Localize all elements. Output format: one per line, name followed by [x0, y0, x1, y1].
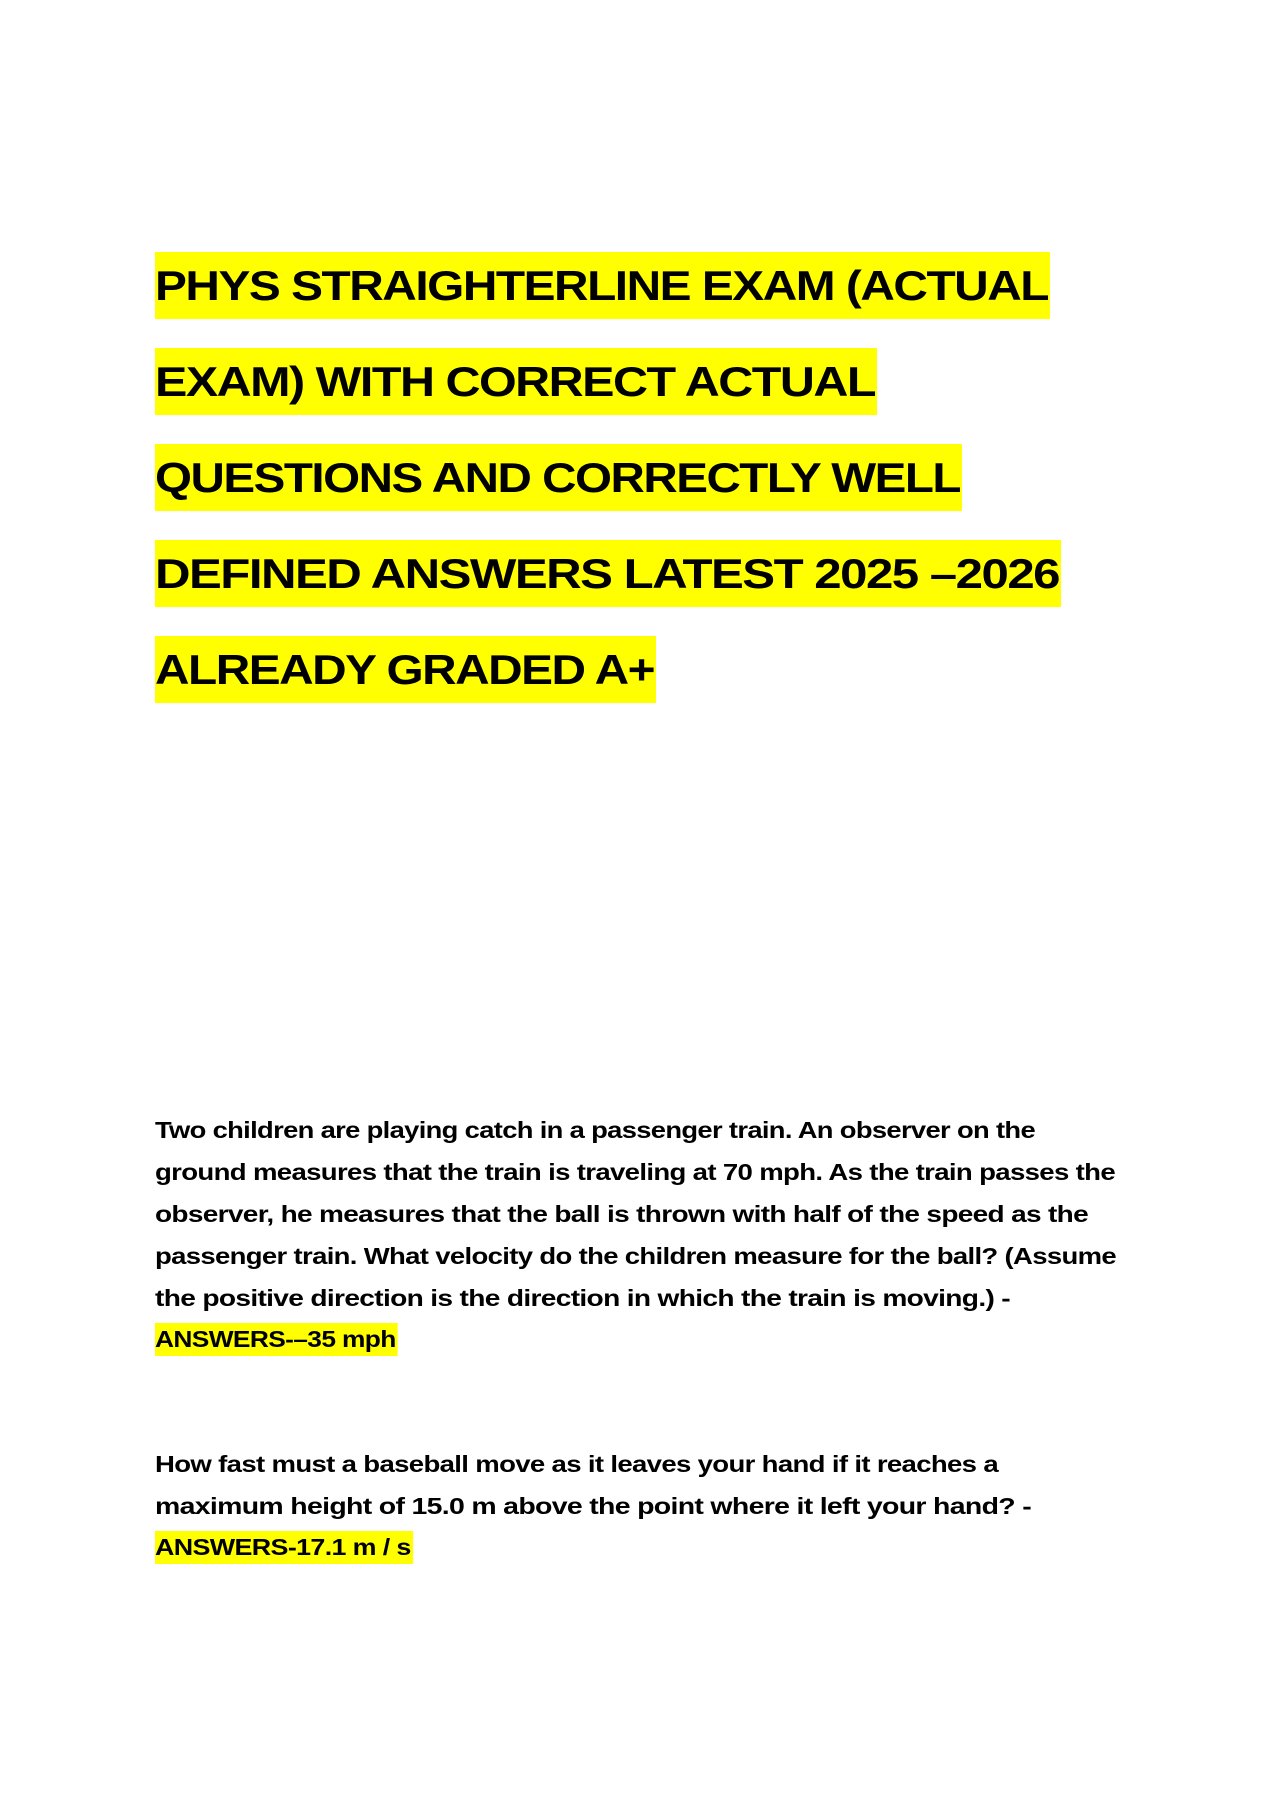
title-text-1: PHYS STRAIGHTERLINE EXAM (ACTUAL: [155, 262, 1048, 309]
title-text-3: QUESTIONS AND CORRECTLY WELL: [155, 454, 960, 501]
question-1-line-5: the positive direction is the direction in which the train is moving.) -: [155, 1285, 1010, 1311]
question-1-line-3: observer, he measures that the ball is thrown with half of the speed as the: [155, 1201, 1088, 1227]
title-text-2: EXAM) WITH CORRECT ACTUAL: [155, 358, 875, 405]
question-1-answer: ANSWERS-–35 mph: [155, 1323, 398, 1356]
title-text-5: ALREADY GRADED A+: [155, 646, 654, 693]
title-line-1: [155, 252, 1050, 319]
title-line-5: [155, 636, 656, 703]
title-line-4: [155, 540, 1061, 607]
question-1-line-4: passenger train. What velocity do the children measure for the ball? (Assume: [155, 1243, 1116, 1269]
title-text-4: DEFINED ANSWERS LATEST 2025 –2026: [155, 550, 1059, 597]
question-2-line-2: maximum height of 15.0 m above the point where it left your hand? -: [155, 1493, 1031, 1519]
title-line-2: [155, 348, 877, 415]
question-1-line-1: Two children are playing catch in a passenger train. An observer on the: [155, 1117, 1035, 1143]
question-2-answer: ANSWERS-17.1 m / s: [155, 1531, 413, 1564]
question-1-line-2: ground measures that the train is traveling at 70 mph. As the train passes the: [155, 1159, 1115, 1185]
question-2-line-1: How fast must a baseball move as it leaves your hand if it reaches a: [155, 1451, 998, 1477]
title-line-3: [155, 444, 962, 511]
